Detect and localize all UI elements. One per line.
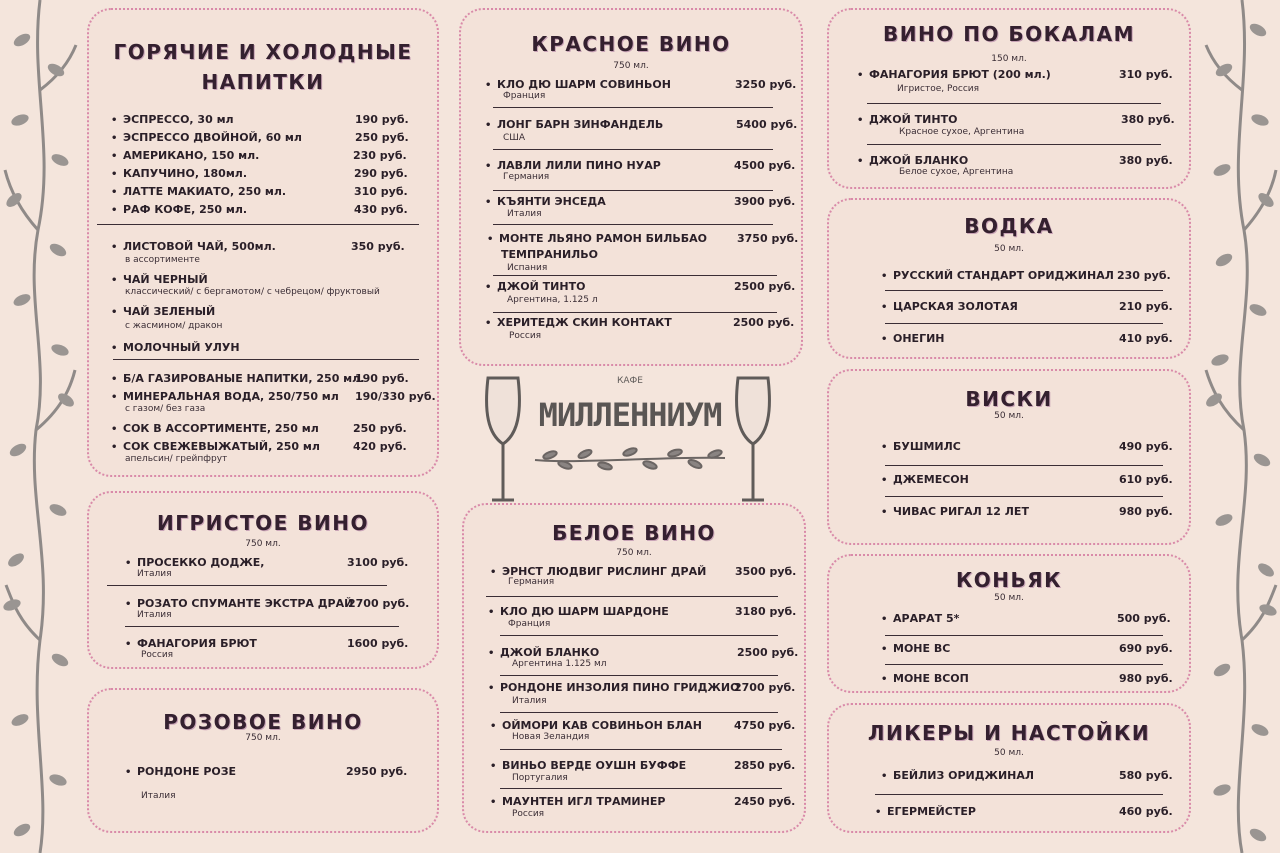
menu-item-price: 4500 руб.	[734, 159, 796, 172]
sparkling-volume: 750 мл.	[245, 539, 281, 549]
divider	[486, 596, 778, 597]
menu-item: • КЛО ДЮ ШАРМ СОВИНЬОН	[485, 78, 671, 91]
divider	[885, 290, 1163, 291]
menu-item-note: Франция	[508, 619, 551, 629]
menu-item-price: 3180 руб.	[735, 605, 797, 618]
menu-item-note: классический/ с бергамотом/ с чебрецом/ фруктовый	[125, 287, 380, 297]
menu-item: • БУШМИЛС	[881, 440, 961, 453]
menu-item-note: Россия	[141, 650, 174, 660]
menu-item-price: 230 руб.	[1117, 269, 1171, 282]
menu-item: • ЕГЕРМЕЙСТЕР	[875, 805, 976, 818]
menu-item: • МОНТЕ ЛЬЯНО РАМОН БИЛЬБАО	[487, 232, 707, 245]
menu-item: • ДЖОЙ ТИНТО	[857, 113, 958, 126]
menu-item: • МАУНТЕН ИГЛ ТРАМИНЕР	[490, 795, 666, 808]
menu-item: • ДЖОЙ БЛАНКО	[857, 154, 969, 167]
menu-item-note: Белое сухое, Аргентина	[899, 167, 1014, 177]
menu-item-price: 2500 руб.	[734, 280, 796, 293]
rose-volume: 750 мл.	[245, 733, 281, 743]
cafe-logo	[480, 372, 780, 507]
rose-title: РОЗОВОЕ ВИНО	[163, 710, 363, 734]
menu-item: • ЦАРСКАЯ ЗОЛОТАЯ	[881, 300, 1018, 313]
menu-item: • МОНЕ ВС	[881, 642, 951, 655]
menu-item: • ЭСПРЕССО, 30 мл	[111, 113, 234, 126]
hot-cold-drinks-card	[87, 8, 439, 477]
sparkling-wine-card	[87, 491, 439, 669]
menu-item-note: в ассортименте	[125, 255, 200, 265]
menu-item: • ДЖОЙ БЛАНКО	[488, 646, 600, 659]
menu-item-price: 5400 руб.	[736, 118, 798, 131]
menu-item-price: 310 руб.	[354, 185, 408, 198]
menu-item-price: 1600 руб.	[347, 637, 409, 650]
divider	[125, 626, 399, 627]
menu-item: • ЛИСТОВОЙ ЧАЙ, 500мл.	[111, 240, 276, 253]
menu-item-price: 250 руб.	[355, 131, 409, 144]
divider	[113, 359, 419, 360]
menu-item-note: США	[503, 133, 526, 143]
menu-item: • АМЕРИКАНО, 150 мл.	[111, 149, 260, 162]
menu-item-price: 3750 руб.	[737, 232, 799, 245]
whisky-card	[827, 369, 1191, 545]
menu-item: • ВИНЬО ВЕРДЕ ОУШН БУФФЕ	[490, 759, 687, 772]
menu-item-note: Аргентина 1.125 мл	[512, 659, 607, 669]
menu-item: • РАФ КОФЕ, 250 мл.	[111, 203, 248, 216]
menu-item: • ЛАТТЕ МАКИАТО, 250 мл.	[111, 185, 287, 198]
divider	[885, 496, 1163, 497]
menu-item-price: 310 руб.	[1119, 68, 1173, 81]
wine-by-glass-card	[827, 8, 1191, 189]
red-wine-card	[459, 8, 803, 366]
menu-item-note: Франция	[503, 91, 546, 101]
whisky-volume: 50 мл.	[994, 411, 1024, 421]
menu-item-price: 3100 руб.	[347, 556, 409, 569]
menu-item: • ЧАЙ ЗЕЛЕНЫЙ	[111, 305, 216, 318]
divider	[500, 749, 782, 750]
menu-item-note: Италия	[512, 696, 547, 706]
cognac-card	[827, 554, 1191, 693]
menu-item-note: Португалия	[512, 773, 568, 783]
white-volume: 750 мл.	[616, 548, 652, 558]
hot-cold-title-line1: ГОРЯЧИЕ И ХОЛОДНЫЕ	[113, 40, 413, 64]
menu-item: • КЛО ДЮ ШАРМ ШАРДОНЕ	[488, 605, 669, 618]
logo-small-text: КАФЕ	[617, 376, 643, 386]
menu-item: • ЭРНСТ ЛЮДВИГ РИСЛИНГ ДРАЙ	[490, 565, 707, 578]
rose-wine-card	[87, 688, 439, 833]
divider	[500, 712, 778, 713]
menu-item-note: Италия	[137, 569, 172, 579]
logo-name: МИЛЛЕННИУМ	[538, 396, 722, 434]
divider	[500, 635, 778, 636]
menu-item: • ФАНАГОРИЯ БРЮТ (200 мл.)	[857, 68, 1051, 81]
divider	[885, 465, 1163, 466]
menu-item-price: 3500 руб.	[735, 565, 797, 578]
menu-item-price: 3250 руб.	[735, 78, 797, 91]
menu-item-price: 690 руб.	[1119, 642, 1173, 655]
menu-item-price: 380 руб.	[1119, 154, 1173, 167]
menu-item: • ОЙМОРИ КАВ СОВИНЬОН БЛАН	[490, 719, 702, 732]
menu-item: • МИНЕРАЛЬНАЯ ВОДА, 250/750 мл	[111, 390, 339, 403]
menu-item-note: Новая Зеландия	[512, 732, 590, 742]
sparkling-title: ИГРИСТОЕ ВИНО	[156, 511, 370, 535]
menu-item-price: 420 руб.	[353, 440, 407, 453]
menu-item-price: 980 руб.	[1119, 505, 1173, 518]
menu-item: • ПРОСЕККО ДОДЖЕ,	[125, 556, 265, 569]
menu-item: • РОЗАТО СПУМАНТЕ ЭКСТРА ДРАЙ	[125, 597, 354, 610]
menu-item: • Б/А ГАЗИРОВАНЫЕ НАПИТКИ, 250 мл.	[111, 372, 365, 385]
menu-item-price: 190 руб.	[355, 372, 409, 385]
menu-item: • ЧИВАС РИГАЛ 12 ЛЕТ	[881, 505, 1029, 518]
menu-item-price: 500 руб.	[1117, 612, 1171, 625]
divider	[493, 275, 777, 276]
menu-item: • ЛОНГ БАРН ЗИНФАНДЕЛЬ	[485, 118, 664, 131]
menu-item: • РУССКИЙ СТАНДАРТ ОРИДЖИНАЛ	[881, 269, 1114, 282]
menu-item-price: 2950 руб.	[346, 765, 408, 778]
menu-item: • РОНДОНЕ ИНЗОЛИЯ ПИНО ГРИДЖИО	[488, 681, 740, 694]
menu-item: • ЭСПРЕССО ДВОЙНОЙ, 60 мл	[111, 131, 302, 144]
menu-item: • МОНЕ ВСОП	[881, 672, 969, 685]
menu-item-price: 2500 руб.	[737, 646, 799, 659]
liquors-card	[827, 703, 1191, 833]
menu-item: • ЛАВЛИ ЛИЛИ ПИНО НУАР	[485, 159, 661, 172]
menu-item-price: 380 руб.	[1121, 113, 1175, 126]
red-title: КРАСНОЕ ВИНО	[531, 32, 731, 56]
menu-item-note: Германия	[503, 172, 550, 182]
divider	[493, 190, 773, 191]
menu-item: • ДЖОЙ ТИНТО	[485, 280, 586, 293]
liquors-volume: 50 мл.	[994, 748, 1024, 758]
white-wine-card	[462, 503, 806, 833]
by-glass-volume: 150 мл.	[991, 54, 1027, 64]
menu-item: • МОЛОЧНЫЙ УЛУН	[111, 341, 240, 354]
menu-item-price: 2700 руб.	[348, 597, 410, 610]
divider	[500, 788, 782, 789]
menu-item-note: Аргентина, 1.125 л	[507, 295, 598, 305]
vodka-card	[827, 198, 1191, 359]
menu-item-note: Италия	[137, 610, 172, 620]
vodka-volume: 50 мл.	[994, 244, 1024, 254]
white-title: БЕЛОЕ ВИНО	[552, 521, 716, 545]
menu-item-price: 2500 руб.	[733, 316, 795, 329]
divider	[885, 664, 1163, 665]
menu-item: • БЕЙЛИЗ ОРИДЖИНАЛ	[881, 769, 1035, 782]
wine-glasses-icon	[480, 372, 780, 507]
divider	[493, 149, 773, 150]
divider	[500, 675, 778, 676]
divider	[875, 794, 1163, 795]
menu-item-price: 4750 руб.	[734, 719, 796, 732]
cognac-volume: 50 мл.	[994, 593, 1024, 603]
menu-item-note: с жасмином/ дракон	[125, 321, 223, 331]
menu-item-price: 3900 руб.	[734, 195, 796, 208]
menu-item-note: Красное сухое, Аргентина	[899, 127, 1025, 137]
divider	[867, 103, 1161, 104]
red-volume: 750 мл.	[613, 61, 649, 71]
menu-item-note: Игристое, Россия	[897, 84, 980, 94]
menu-item-price: 210 руб.	[1119, 300, 1173, 313]
menu-item: • КАПУЧИНО, 180мл.	[111, 167, 248, 180]
menu-item-note: апельсин/ грейпфрут	[125, 454, 228, 464]
menu-item: • АРАРАТ 5*	[881, 612, 960, 625]
menu-item-price: 250 руб.	[353, 422, 407, 435]
menu-item-price: 460 руб.	[1119, 805, 1173, 818]
menu-item-price: 490 руб.	[1119, 440, 1173, 453]
menu-item-price: 190/330 руб.	[355, 390, 436, 403]
by-glass-title: ВИНО ПО БОКАЛАМ	[883, 22, 1135, 46]
menu-item-price: 350 руб.	[351, 240, 405, 253]
menu-item-second-line: ТЕМПРАНИЛЬО	[501, 248, 599, 261]
whisky-title: ВИСКИ	[965, 387, 1053, 411]
vodka-title: ВОДКА	[964, 214, 1054, 238]
divider	[885, 635, 1163, 636]
menu-item-note: Италия	[507, 209, 542, 219]
right-vine-decoration	[1200, 0, 1280, 853]
menu-item-price: 2850 руб.	[734, 759, 796, 772]
menu-item: • ДЖЕМЕСОН	[881, 473, 969, 486]
hot-cold-title-line2: НАПИТКИ	[201, 70, 325, 94]
menu-item: • ЧАЙ ЧЕРНЫЙ	[111, 273, 208, 286]
menu-item: • СОК СВЕЖЕВЫЖАТЫЙ, 250 мл	[111, 440, 320, 453]
menu-item: • СОК В АССОРТИМЕНТЕ, 250 мл	[111, 422, 319, 435]
left-vine-decoration	[0, 0, 80, 853]
divider	[97, 224, 419, 225]
menu-item: • ФАНАГОРИЯ БРЮТ	[125, 637, 257, 650]
menu-item-price: 610 руб.	[1119, 473, 1173, 486]
menu-item: • КЪЯНТИ ЭНСЕДА	[485, 195, 606, 208]
menu-item-note: Испания	[507, 263, 548, 273]
liquors-title: ЛИКЕРЫ И НАСТОЙКИ	[867, 721, 1151, 745]
menu-item-price: 2450 руб.	[734, 795, 796, 808]
menu-item-price: 2700 руб.	[734, 681, 796, 694]
menu-item-price: 230 руб.	[353, 149, 407, 162]
divider	[493, 312, 777, 313]
menu-item-price: 290 руб.	[354, 167, 408, 180]
divider	[493, 224, 773, 225]
menu-item-note: Россия	[509, 331, 542, 341]
menu-item-price: 190 руб.	[355, 113, 409, 126]
menu-item-note: Россия	[512, 809, 545, 819]
menu-item-price: 430 руб.	[354, 203, 408, 216]
menu-item-note: Германия	[508, 577, 555, 587]
menu-item-note: с газом/ без газа	[125, 404, 206, 414]
divider	[107, 585, 387, 586]
divider	[493, 107, 773, 108]
menu-item: • ОНЕГИН	[881, 332, 945, 345]
divider	[867, 144, 1161, 145]
divider	[885, 323, 1163, 324]
menu-item-price: 410 руб.	[1119, 332, 1173, 345]
cognac-title: КОНЬЯК	[955, 568, 1063, 592]
menu-item: • РОНДОНЕ РОЗЕ	[125, 765, 237, 778]
menu-item-note: Италия	[141, 791, 176, 801]
menu-item-price: 580 руб.	[1119, 769, 1173, 782]
menu-item-price: 980 руб.	[1119, 672, 1173, 685]
menu-item: • ХЕРИТЕДЖ СКИН КОНТАКТ	[485, 316, 672, 329]
